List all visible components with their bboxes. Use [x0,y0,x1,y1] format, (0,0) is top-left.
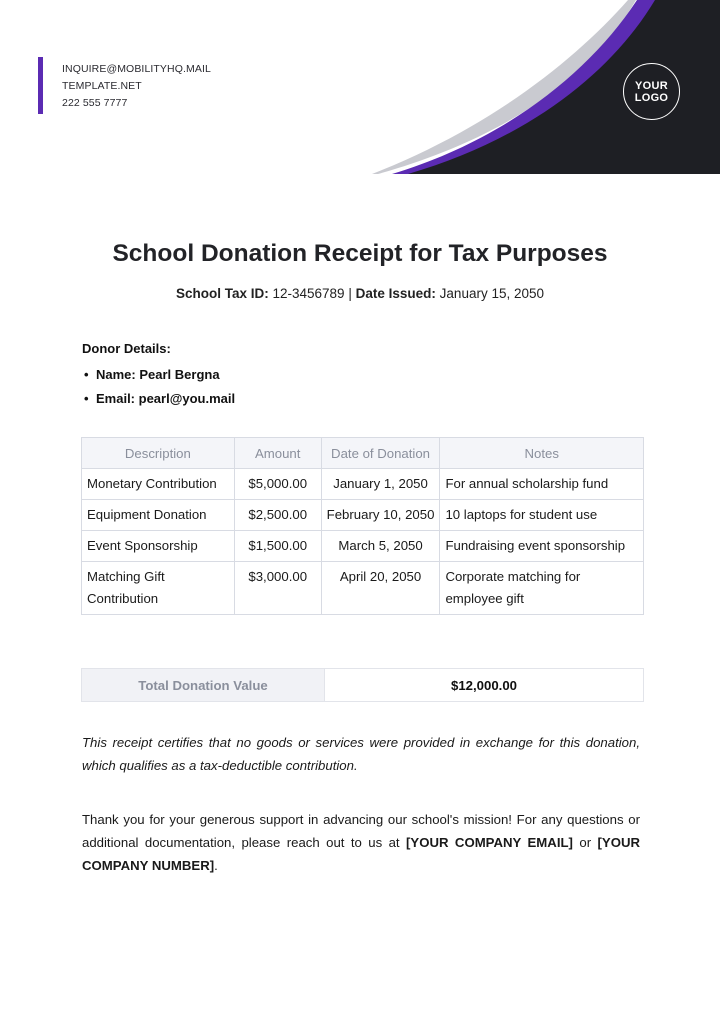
company-email-placeholder: [YOUR COMPANY EMAIL] [406,835,573,850]
cell-amount: $1,500.00 [234,531,321,562]
donor-email: • Email: pearl@you.mail [96,387,235,411]
thanks-text: Thank you for your generous support in advancing our school's mission! For any questions or additional documentation, please reach out to us at [82,812,640,850]
tax-id-value: 12-3456789 [272,286,345,301]
cell-notes: Fundraising event sponsorship [440,531,644,562]
cell-date: February 10, 2050 [321,500,440,531]
cell-description: Event Sponsorship [82,531,235,562]
date-issued-value: January 15, 2050 [439,286,545,301]
cell-date: March 5, 2050 [321,531,440,562]
cell-notes: For annual scholarship fund [440,469,644,500]
cell-amount: $5,000.00 [234,469,321,500]
cell-description: Equipment Donation [82,500,235,531]
company-number-placeholder: [YOUR COMPANY NUMBER] [82,835,641,873]
table-row [82,531,644,562]
contact-info [62,61,211,112]
cell-notes: Corporate matching for employee gift [440,562,644,615]
date-issued-label: Date Issued: [355,286,436,301]
page-title: School Donation Receipt for Tax Purposes [112,240,608,267]
contact-phone: 222 555 7777 [62,97,128,109]
cell-description: Monetary Contribution [82,469,235,500]
total-value: $12,000.00 [325,669,644,702]
donor-name: • Name: Pearl Bergna [96,363,235,387]
thanks-end: . [214,858,218,873]
thanks-or: or [579,835,592,850]
logo-line-2: LOGO [634,91,669,104]
logo-line-1: YOUR [635,79,668,92]
cell-date: April 20, 2050 [321,562,440,615]
meta-separator: | [348,286,352,301]
thank-you-note [82,808,640,877]
table-header-row [82,438,644,469]
cell-amount: $2,500.00 [234,500,321,531]
donor-list [82,363,235,411]
table-row [82,562,644,615]
company-logo [623,63,680,120]
col-header-amount: Amount [234,438,321,469]
cell-notes: 10 laptops for student use [440,500,644,531]
cell-description: Matching Gift Contribution [82,562,235,615]
cell-amount: $3,000.00 [234,562,321,615]
contact-email: INQUIRE@MOBILITYHQ.MAIL [62,63,211,75]
receipt-meta [0,286,720,301]
certification-statement: This receipt certifies that no goods or services were provided in exchange for this donation, which qualifies as a tax-deductible contribution. [82,735,640,773]
donation-table [81,437,644,615]
total-row [82,669,644,702]
table-row [82,469,644,500]
contact-accent-bar [38,57,43,114]
cell-date: January 1, 2050 [321,469,440,500]
total-label: Total Donation Value [82,669,325,702]
tax-id-label: School Tax ID: [175,286,269,301]
total-table [81,668,644,702]
donor-heading: Donor Details: [82,341,171,356]
col-header-description: Description [82,438,235,469]
table-row [82,500,644,531]
donor-details [82,341,235,411]
contact-website: TEMPLATE.NET [62,80,142,92]
col-header-date: Date of Donation [321,438,440,469]
col-header-notes: Notes [440,438,644,469]
